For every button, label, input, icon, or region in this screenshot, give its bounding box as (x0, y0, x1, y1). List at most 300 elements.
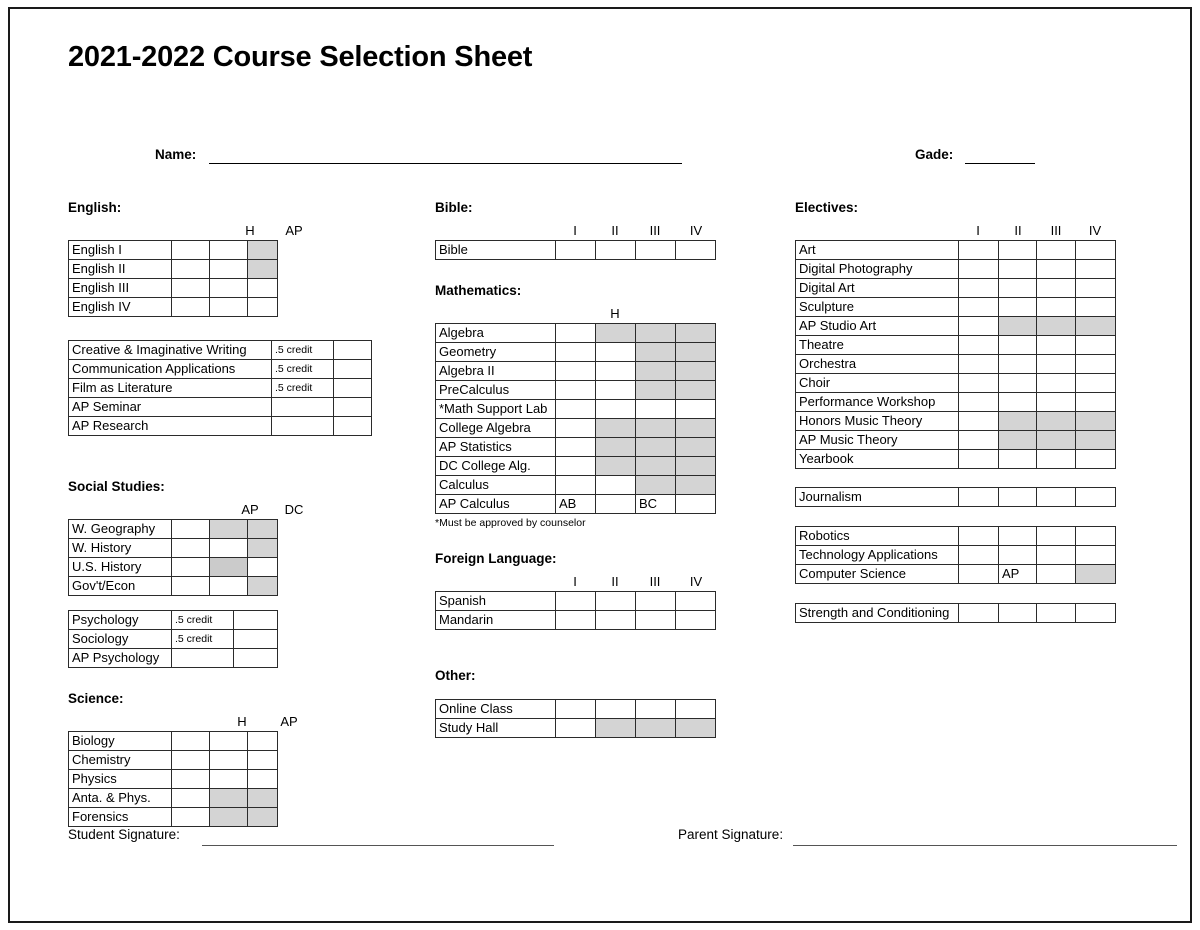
selection-checkbox-cell[interactable] (1076, 393, 1116, 412)
selection-checkbox-cell[interactable] (959, 241, 999, 260)
course-credit-cell: .5 credit (272, 360, 334, 379)
selection-checkbox-cell[interactable] (959, 393, 999, 412)
section-heading-mathematics: Mathematics: (435, 283, 522, 298)
unavailable-cell (248, 520, 278, 539)
selection-checkbox-cell[interactable] (1076, 241, 1116, 260)
selection-checkbox-cell[interactable] (959, 604, 999, 623)
selection-checkbox-cell[interactable] (334, 360, 372, 379)
selection-checkbox-cell[interactable] (959, 336, 999, 355)
selection-checkbox-cell[interactable] (959, 527, 999, 546)
selection-checkbox-cell[interactable] (210, 241, 248, 260)
social-studies-course-table (68, 519, 278, 596)
course-name-cell: Algebra II (436, 362, 556, 381)
english-header-h: H (245, 223, 255, 238)
course-name-cell: W. History (69, 539, 172, 558)
selection-checkbox-cell[interactable] (959, 317, 999, 336)
bible-course-table (435, 240, 716, 260)
electives-course-table (795, 240, 1116, 469)
table-row (69, 379, 372, 398)
selection-checkbox-cell[interactable] (596, 592, 636, 611)
course-name-cell: Computer Science (796, 565, 959, 584)
selection-checkbox-cell[interactable] (1037, 336, 1076, 355)
course-name-cell: Biology (69, 732, 172, 751)
bible-header-iv: IV (689, 223, 703, 238)
science-course-table (68, 731, 278, 827)
table-row (436, 438, 716, 457)
selection-checkbox-cell[interactable] (556, 438, 596, 457)
unavailable-cell (676, 719, 716, 738)
selection-checkbox-cell[interactable] (596, 611, 636, 630)
selection-checkbox-cell[interactable] (1037, 279, 1076, 298)
bible-header-iii: III (649, 223, 661, 238)
selection-checkbox-cell[interactable] (1037, 604, 1076, 623)
course-name-cell: Anta. & Phys. (69, 789, 172, 808)
selection-checkbox-cell[interactable] (172, 751, 210, 770)
table-row (796, 565, 1116, 584)
selection-checkbox-cell[interactable] (999, 488, 1037, 507)
table-row (436, 419, 716, 438)
unavailable-cell (1076, 565, 1116, 584)
selection-checkbox-cell[interactable] (334, 417, 372, 436)
right-column (795, 199, 1135, 623)
selection-checkbox-cell[interactable] (234, 611, 278, 630)
mathematics-header-h: H (610, 306, 620, 321)
selection-checkbox-cell[interactable] (999, 298, 1037, 317)
selection-checkbox-cell[interactable] (1037, 241, 1076, 260)
course-name-cell: Bible (436, 241, 556, 260)
table-row (69, 611, 278, 630)
section-electives (795, 199, 1135, 469)
science-column-headers (68, 712, 398, 731)
selection-checkbox-cell[interactable] (248, 770, 278, 789)
social-studies-header-dc: DC (284, 502, 304, 517)
selection-checkbox-cell[interactable] (556, 457, 596, 476)
foreign-language-header-i: I (573, 574, 577, 589)
selection-checkbox-cell[interactable] (172, 789, 210, 808)
grade-input-line[interactable] (965, 163, 1035, 164)
section-heading-science: Science: (68, 691, 124, 706)
selection-checkbox-cell[interactable] (1076, 604, 1116, 623)
selection-checkbox-cell[interactable] (676, 400, 716, 419)
table-row (69, 751, 278, 770)
course-name-cell: Study Hall (436, 719, 556, 738)
course-name-cell: Spanish (436, 592, 556, 611)
table-row (796, 279, 1116, 298)
course-name-cell: College Algebra (436, 419, 556, 438)
course-name-cell: Chemistry (69, 751, 172, 770)
selection-checkbox-cell[interactable] (959, 546, 999, 565)
parent-signature-line[interactable] (793, 845, 1177, 846)
table-row (796, 431, 1116, 450)
unavailable-cell (676, 419, 716, 438)
bible-header-i: I (573, 223, 577, 238)
bible-header-ii: II (611, 223, 619, 238)
course-name-cell: Physics (69, 770, 172, 789)
course-name-cell: DC College Alg. (436, 457, 556, 476)
english-column-headers (68, 221, 398, 240)
section-social-studies (68, 478, 398, 596)
section-english (68, 199, 398, 317)
table-row (69, 539, 278, 558)
course-credit-cell (272, 398, 334, 417)
selection-checkbox-cell[interactable] (999, 241, 1037, 260)
selection-checkbox-cell[interactable] (210, 577, 248, 596)
english-header-ap: AP (285, 223, 303, 238)
unavailable-cell (248, 808, 278, 827)
table-row (796, 355, 1116, 374)
unavailable-cell (636, 362, 676, 381)
section-heading-social-studies: Social Studies: (68, 479, 165, 494)
selection-checkbox-cell[interactable] (1037, 355, 1076, 374)
selection-checkbox-cell[interactable] (596, 241, 636, 260)
selection-checkbox-cell[interactable] (210, 539, 248, 558)
table-row (69, 649, 278, 668)
selection-checkbox-cell[interactable] (959, 431, 999, 450)
selection-checkbox-cell[interactable] (1076, 336, 1116, 355)
selection-checkbox-cell[interactable] (556, 362, 596, 381)
course-credit-cell: .5 credit (272, 379, 334, 398)
selection-checkbox-cell[interactable]: AB (556, 495, 596, 514)
selection-checkbox-cell[interactable] (1037, 546, 1076, 565)
table-row (436, 592, 716, 611)
selection-checkbox-cell[interactable] (334, 398, 372, 417)
selection-checkbox-cell[interactable] (999, 546, 1037, 565)
table-row (796, 527, 1116, 546)
unavailable-cell (210, 558, 248, 577)
selection-checkbox-cell[interactable] (999, 374, 1037, 393)
selection-checkbox-cell[interactable] (999, 527, 1037, 546)
page-title: 2021-2022 Course Selection Sheet (68, 41, 533, 73)
selection-checkbox-cell[interactable] (959, 298, 999, 317)
selection-checkbox-cell[interactable] (596, 400, 636, 419)
unavailable-cell (636, 719, 676, 738)
selection-checkbox-cell[interactable] (959, 279, 999, 298)
table-row (436, 400, 716, 419)
section-mathematics (435, 282, 735, 530)
course-credit-cell: .5 credit (172, 611, 234, 630)
table-row (796, 488, 1116, 507)
social-studies-electives-table (68, 610, 278, 668)
selection-checkbox-cell[interactable] (999, 393, 1037, 412)
selection-checkbox-cell[interactable] (1037, 565, 1076, 584)
unavailable-cell (636, 381, 676, 400)
table-row (796, 317, 1116, 336)
selection-checkbox-cell[interactable] (556, 419, 596, 438)
table-row (436, 457, 716, 476)
selection-checkbox-cell[interactable] (959, 488, 999, 507)
unavailable-cell (636, 419, 676, 438)
course-name-cell: Creative & Imaginative Writing (69, 341, 272, 360)
section-heading-bible: Bible: (435, 200, 473, 215)
selection-checkbox-cell[interactable] (556, 592, 596, 611)
unavailable-cell (676, 457, 716, 476)
unavailable-cell (999, 412, 1037, 431)
selection-checkbox-cell[interactable] (172, 520, 210, 539)
selection-checkbox-cell[interactable] (210, 751, 248, 770)
course-name-cell: AP Calculus (436, 495, 556, 514)
selection-checkbox-cell[interactable] (1037, 527, 1076, 546)
section-bible (435, 199, 735, 260)
selection-checkbox-cell[interactable] (1076, 527, 1116, 546)
section-other (435, 667, 735, 738)
unavailable-cell (248, 577, 278, 596)
course-name-cell: *Math Support Lab (436, 400, 556, 419)
course-name-cell: Honors Music Theory (796, 412, 959, 431)
course-name-cell: Communication Applications (69, 360, 272, 379)
selection-checkbox-cell[interactable] (248, 558, 278, 577)
course-name-cell: Yearbook (796, 450, 959, 469)
course-name-cell: Online Class (436, 700, 556, 719)
unavailable-cell (596, 719, 636, 738)
selection-checkbox-cell[interactable] (636, 700, 676, 719)
selection-checkbox-cell[interactable] (334, 341, 372, 360)
course-name-cell: English I (69, 241, 172, 260)
course-name-cell: Calculus (436, 476, 556, 495)
name-label: Name: (155, 147, 197, 162)
selection-checkbox-cell[interactable] (1076, 450, 1116, 469)
course-name-cell: Algebra (436, 324, 556, 343)
table-row (796, 546, 1116, 565)
selection-checkbox-cell[interactable] (172, 577, 210, 596)
unavailable-cell (596, 419, 636, 438)
selection-checkbox-cell[interactable] (959, 412, 999, 431)
unavailable-cell (999, 431, 1037, 450)
selection-checkbox-cell[interactable] (1037, 260, 1076, 279)
unavailable-cell (1037, 317, 1076, 336)
course-credit-cell: .5 credit (172, 630, 234, 649)
selection-checkbox-cell[interactable] (999, 260, 1037, 279)
selection-checkbox-cell[interactable] (172, 279, 210, 298)
selection-checkbox-cell[interactable] (959, 355, 999, 374)
electives-header-iv: IV (1088, 223, 1102, 238)
course-name-cell: Robotics (796, 527, 959, 546)
course-credit-cell: .5 credit (272, 341, 334, 360)
science-header-ap: AP (280, 714, 298, 729)
selection-checkbox-cell[interactable] (999, 279, 1037, 298)
selection-checkbox-cell[interactable] (556, 611, 596, 630)
selection-checkbox-cell[interactable] (999, 355, 1037, 374)
section-heading-english: English: (68, 200, 122, 215)
course-name-cell: AP Statistics (436, 438, 556, 457)
selection-checkbox-cell[interactable] (210, 298, 248, 317)
selection-checkbox-cell[interactable] (248, 298, 278, 317)
selection-checkbox-cell[interactable] (636, 400, 676, 419)
electives-column-headers (795, 221, 1135, 240)
course-name-cell: English III (69, 279, 172, 298)
selection-checkbox-cell[interactable] (676, 592, 716, 611)
foreign-language-header-iv: IV (689, 574, 703, 589)
selection-checkbox-cell[interactable] (999, 450, 1037, 469)
table-row (796, 336, 1116, 355)
selection-checkbox-cell[interactable] (959, 260, 999, 279)
selection-checkbox-cell[interactable] (172, 298, 210, 317)
table-row (69, 630, 278, 649)
section-heading-other: Other: (435, 668, 476, 683)
selection-checkbox-cell[interactable] (234, 630, 278, 649)
selection-checkbox-cell[interactable] (959, 565, 999, 584)
selection-checkbox-cell[interactable] (172, 732, 210, 751)
selection-checkbox-cell[interactable] (1037, 298, 1076, 317)
unavailable-cell (248, 539, 278, 558)
selection-checkbox-cell[interactable] (210, 279, 248, 298)
section-foreign-language (435, 550, 735, 630)
selection-checkbox-cell[interactable] (172, 808, 210, 827)
unavailable-cell (210, 789, 248, 808)
selection-checkbox-cell[interactable] (210, 260, 248, 279)
selection-checkbox-cell[interactable] (556, 400, 596, 419)
left-column (68, 199, 398, 827)
table-row (796, 450, 1116, 469)
signature-footer (10, 827, 1190, 857)
course-name-cell: Choir (796, 374, 959, 393)
electives-header-iii: III (1050, 223, 1062, 238)
table-row (69, 577, 278, 596)
selection-checkbox-cell[interactable] (1076, 546, 1116, 565)
table-row (796, 412, 1116, 431)
selection-checkbox-cell[interactable] (556, 241, 596, 260)
selection-checkbox-cell[interactable] (248, 732, 278, 751)
selection-checkbox-cell[interactable] (636, 611, 676, 630)
course-name-cell: U.S. History (69, 558, 172, 577)
science-header-h: H (237, 714, 247, 729)
identity-row (10, 147, 1190, 171)
course-name-cell: AP Music Theory (796, 431, 959, 450)
selection-checkbox-cell[interactable]: AP (999, 565, 1037, 584)
selection-checkbox-cell[interactable] (596, 381, 636, 400)
selection-checkbox-cell[interactable] (248, 279, 278, 298)
selection-checkbox-cell[interactable] (172, 558, 210, 577)
course-name-cell: W. Geography (69, 520, 172, 539)
table-row (436, 343, 716, 362)
name-input-line[interactable] (209, 163, 682, 164)
table-row (69, 398, 372, 417)
course-name-cell: Orchestra (796, 355, 959, 374)
unavailable-cell (636, 438, 676, 457)
course-name-cell: Sculpture (796, 298, 959, 317)
selection-checkbox-cell[interactable] (172, 241, 210, 260)
selection-checkbox-cell[interactable] (1076, 374, 1116, 393)
selection-checkbox-cell[interactable] (959, 374, 999, 393)
middle-column (435, 199, 735, 738)
social-studies-column-headers (68, 500, 398, 519)
selection-checkbox-cell[interactable] (1076, 279, 1116, 298)
selection-checkbox-cell[interactable] (596, 476, 636, 495)
unavailable-cell (596, 324, 636, 343)
selection-checkbox-cell[interactable] (636, 592, 676, 611)
unavailable-cell (999, 317, 1037, 336)
table-row (69, 241, 278, 260)
table-row (796, 374, 1116, 393)
selection-checkbox-cell[interactable] (636, 241, 676, 260)
course-name-cell: Art (796, 241, 959, 260)
course-name-cell: Digital Art (796, 279, 959, 298)
selection-checkbox-cell[interactable] (1037, 393, 1076, 412)
counselor-note: *Must be approved by counselor (435, 517, 586, 529)
table-row (436, 362, 716, 381)
selection-checkbox-cell[interactable] (556, 324, 596, 343)
table-row (69, 417, 372, 436)
selection-checkbox-cell[interactable] (1076, 355, 1116, 374)
selection-checkbox-cell[interactable] (999, 604, 1037, 623)
table-row (796, 260, 1116, 279)
english-course-table (68, 240, 278, 317)
student-signature-line[interactable] (202, 845, 554, 846)
selection-checkbox-cell[interactable] (596, 495, 636, 514)
grade-label: Gade: (915, 147, 954, 162)
unavailable-cell (676, 476, 716, 495)
table-row (436, 324, 716, 343)
selection-checkbox-cell[interactable] (596, 700, 636, 719)
selection-checkbox-cell[interactable] (1037, 450, 1076, 469)
selection-checkbox-cell[interactable] (556, 700, 596, 719)
document-page (8, 7, 1192, 923)
selection-checkbox-cell[interactable] (596, 343, 636, 362)
selection-checkbox-cell[interactable] (334, 379, 372, 398)
selection-checkbox-cell[interactable] (676, 611, 716, 630)
selection-checkbox-cell[interactable]: BC (636, 495, 676, 514)
table-row (436, 476, 716, 495)
course-name-cell: Technology Applications (796, 546, 959, 565)
social-studies-header-ap: AP (241, 502, 259, 517)
selection-checkbox-cell[interactable] (999, 336, 1037, 355)
selection-checkbox-cell[interactable] (210, 770, 248, 789)
unavailable-cell (1076, 317, 1116, 336)
selection-checkbox-cell[interactable] (676, 495, 716, 514)
table-row (69, 732, 278, 751)
selection-checkbox-cell[interactable] (1037, 374, 1076, 393)
selection-checkbox-cell[interactable] (1037, 488, 1076, 507)
selection-checkbox-cell[interactable] (676, 241, 716, 260)
course-credit-cell (172, 649, 234, 668)
unavailable-cell (636, 457, 676, 476)
selection-checkbox-cell[interactable] (234, 649, 278, 668)
selection-checkbox-cell[interactable] (172, 770, 210, 789)
table-row (436, 495, 716, 514)
selection-checkbox-cell[interactable] (556, 381, 596, 400)
bible-column-headers (435, 221, 735, 240)
unavailable-cell (676, 343, 716, 362)
selection-checkbox-cell[interactable] (172, 539, 210, 558)
section-science (68, 690, 398, 827)
table-row (436, 241, 716, 260)
unavailable-cell (596, 438, 636, 457)
course-name-cell: Theatre (796, 336, 959, 355)
selection-checkbox-cell[interactable] (676, 700, 716, 719)
table-row (796, 241, 1116, 260)
selection-checkbox-cell[interactable] (248, 751, 278, 770)
selection-checkbox-cell[interactable] (556, 476, 596, 495)
unavailable-cell (1076, 431, 1116, 450)
selection-checkbox-cell[interactable] (1076, 488, 1116, 507)
table-row (436, 611, 716, 630)
selection-checkbox-cell[interactable] (1076, 260, 1116, 279)
selection-checkbox-cell[interactable] (556, 719, 596, 738)
course-name-cell: Journalism (796, 488, 959, 507)
athletics-table (795, 603, 1116, 623)
selection-checkbox-cell[interactable] (556, 343, 596, 362)
selection-checkbox-cell[interactable] (210, 732, 248, 751)
table-row (69, 808, 278, 827)
selection-checkbox-cell[interactable] (172, 260, 210, 279)
table-row (436, 700, 716, 719)
unavailable-cell (248, 789, 278, 808)
course-name-cell: English II (69, 260, 172, 279)
selection-checkbox-cell[interactable] (1076, 298, 1116, 317)
selection-checkbox-cell[interactable] (959, 450, 999, 469)
course-name-cell: Sociology (69, 630, 172, 649)
course-name-cell: AP Research (69, 417, 272, 436)
selection-checkbox-cell[interactable] (596, 362, 636, 381)
